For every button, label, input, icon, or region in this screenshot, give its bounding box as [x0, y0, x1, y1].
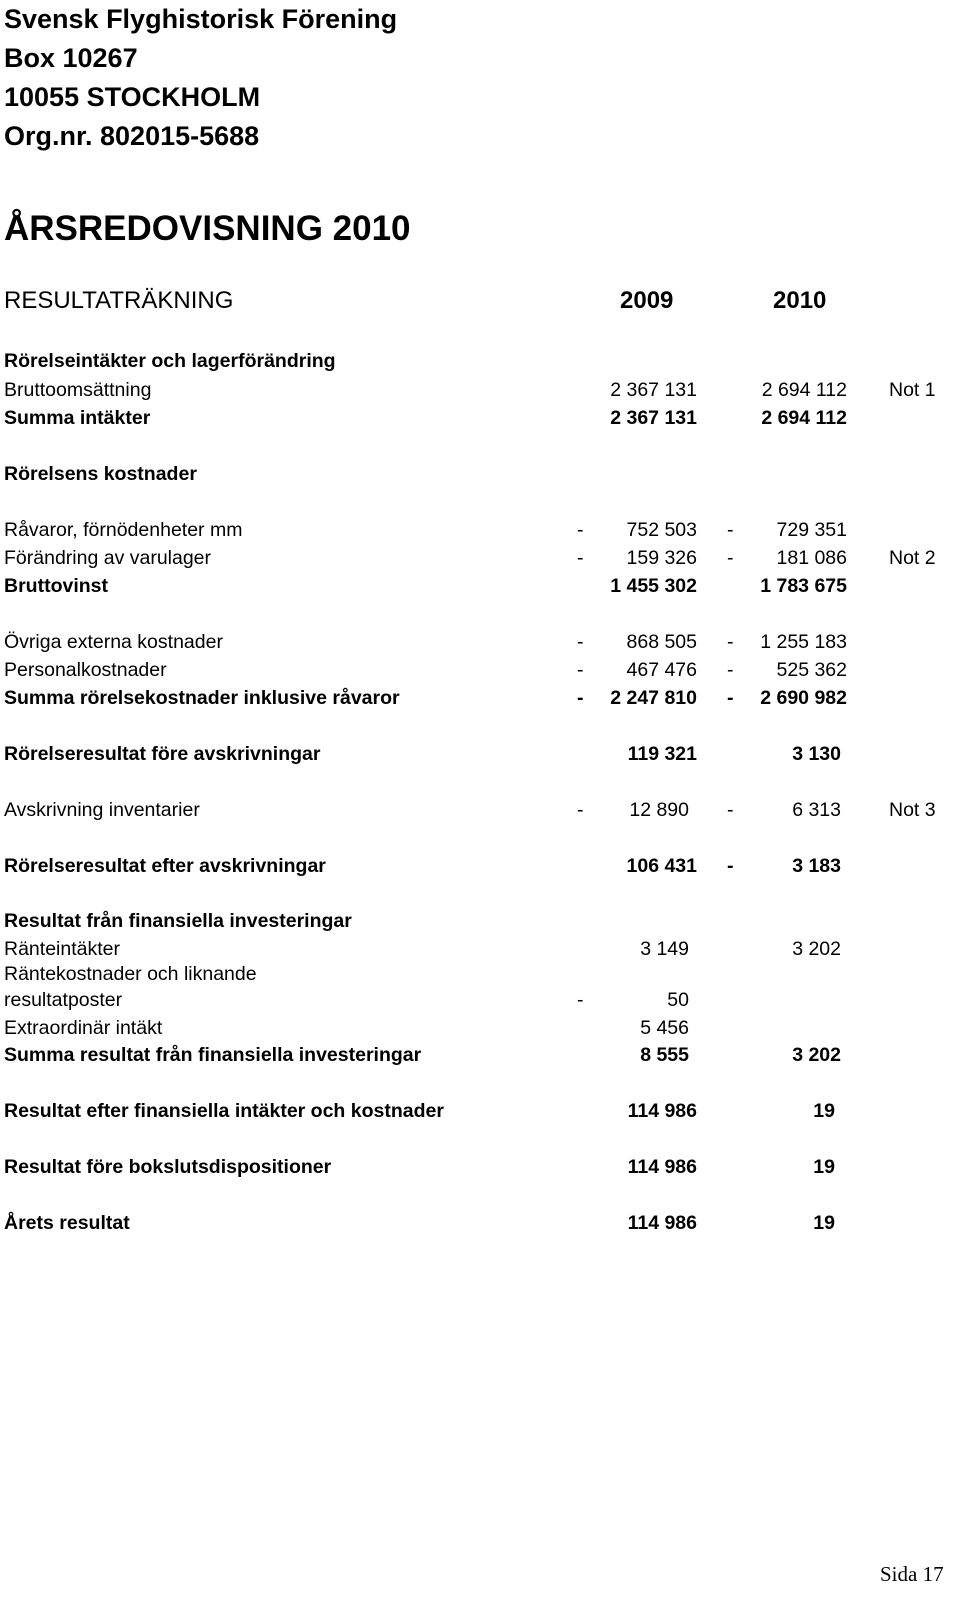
- value-2010: 19: [813, 1212, 835, 1234]
- value-2009: 752 503: [626, 519, 697, 541]
- minus-sign: -: [577, 799, 584, 821]
- value-2010: 2 690 982: [760, 687, 847, 709]
- value-2009: 114 986: [627, 1156, 697, 1178]
- value-2010: 3 183: [792, 855, 841, 877]
- row-label: resultatposter: [4, 989, 123, 1011]
- year-header-2010: 2010: [773, 287, 827, 314]
- value-2009: 2 247 810: [610, 687, 697, 709]
- minus-sign: -: [577, 631, 584, 653]
- value-2009: 1 455 302: [610, 575, 697, 597]
- value-2010: 3 202: [792, 938, 841, 960]
- row-label: Rörelseresultat före avskrivningar: [4, 743, 321, 765]
- value-2010: 1 783 675: [760, 575, 847, 597]
- value-2010: 3 130: [792, 743, 841, 765]
- value-2009: 114 986: [627, 1100, 697, 1122]
- value-2009: 2 367 131: [610, 407, 697, 429]
- minus-sign: -: [727, 799, 734, 821]
- section-heading: Resultat från finansiella investeringar: [4, 910, 352, 932]
- statement-title: RESULTATRÄKNING: [4, 287, 234, 314]
- org-name: Svensk Flyghistorisk Förening: [4, 4, 398, 34]
- value-2009: 12 890: [629, 799, 689, 821]
- minus-sign: -: [727, 659, 734, 681]
- note-reference: Not 2: [889, 547, 936, 569]
- minus-sign: -: [577, 989, 584, 1011]
- value-2010: 2 694 112: [761, 407, 847, 429]
- row-label: Bruttovinst: [4, 575, 108, 597]
- value-2010: 2 694 112: [761, 379, 847, 401]
- row-label: Räntekostnader och liknande: [4, 963, 257, 985]
- row-label: Summa intäkter: [4, 407, 151, 429]
- row-label: Förändring av varulager: [4, 547, 212, 569]
- value-2010: 525 362: [776, 659, 847, 681]
- section-heading: Rörelseintäkter och lagerförändring: [4, 350, 336, 372]
- value-2009: 868 505: [626, 631, 697, 653]
- org-box: Box 10267: [4, 43, 138, 73]
- document-title: ÅRSREDOVISNING 2010: [4, 209, 411, 248]
- note-reference: Not 1: [889, 379, 936, 401]
- value-2010: 6 313: [792, 799, 841, 821]
- value-2010: 3 202: [792, 1044, 841, 1066]
- row-label: Extraordinär intäkt: [4, 1017, 163, 1039]
- row-label: Personalkostnader: [4, 659, 167, 681]
- section-heading: Rörelsens kostnader: [4, 463, 197, 485]
- row-label: Summa resultat från finansiella investeringar: [4, 1044, 422, 1066]
- value-2010: 729 351: [776, 519, 847, 541]
- organization-header: [4, 0, 397, 156]
- row-label: Avskrivning inventarier: [4, 799, 200, 821]
- value-2009: 3 149: [640, 938, 689, 960]
- row-label: Årets resultat: [4, 1212, 130, 1234]
- row-label: Summa rörelsekostnader inklusive råvaror: [4, 687, 400, 709]
- value-2009: 119 321: [627, 743, 697, 765]
- value-2009: 106 431: [626, 855, 697, 877]
- org-number: Org.nr. 802015-5688: [4, 121, 260, 151]
- row-label: Resultat efter finansiella intäkter och kostnader: [4, 1100, 444, 1122]
- row-label: Resultat före bokslutsdispositioner: [4, 1156, 332, 1178]
- value-2009: 114 986: [627, 1212, 697, 1234]
- minus-sign: -: [727, 519, 734, 541]
- value-2009: 467 476: [626, 659, 697, 681]
- value-2009: 5 456: [640, 1017, 689, 1039]
- value-2010: 1 255 183: [760, 631, 847, 653]
- value-2009: 8 555: [640, 1044, 689, 1066]
- value-2010: 19: [813, 1156, 835, 1178]
- row-label: Rörelseresultat efter avskrivningar: [4, 855, 326, 877]
- minus-sign: -: [727, 631, 734, 653]
- year-header-2009: 2009: [620, 287, 674, 314]
- row-label: Råvaror, förnödenheter mm: [4, 519, 243, 541]
- row-label: Ränteintäkter: [4, 938, 120, 960]
- org-city: 10055 STOCKHOLM: [4, 82, 261, 112]
- minus-sign: -: [727, 855, 734, 877]
- row-label: Övriga externa kostnader: [4, 631, 223, 653]
- minus-sign: -: [727, 547, 734, 569]
- minus-sign: -: [577, 547, 584, 569]
- row-label: Bruttoomsättning: [4, 379, 152, 401]
- minus-sign: -: [577, 519, 584, 541]
- page-number: Sida 17: [880, 1562, 944, 1586]
- value-2010: 19: [813, 1100, 835, 1122]
- note-reference: Not 3: [889, 799, 936, 821]
- value-2009: 159 326: [626, 547, 697, 569]
- value-2009: 2 367 131: [610, 379, 697, 401]
- minus-sign: -: [577, 659, 584, 681]
- value-2009: 50: [667, 989, 689, 1011]
- minus-sign: -: [727, 687, 734, 709]
- value-2010: 181 086: [776, 547, 847, 569]
- minus-sign: -: [577, 687, 584, 709]
